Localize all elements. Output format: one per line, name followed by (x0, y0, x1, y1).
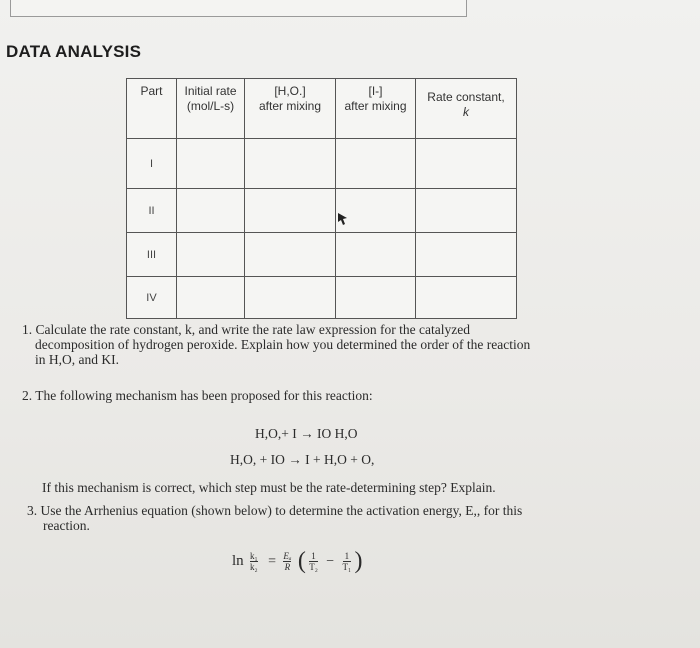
data-table-wrapper (126, 78, 517, 319)
page-title: DATA ANALYSIS (6, 42, 142, 61)
question-3-line-1: 3. Use the Arrhenius equation (shown below) to determine the activation energy, E,, for this (27, 503, 523, 518)
table-cell (245, 189, 336, 233)
table-cell (336, 233, 416, 277)
table-row (127, 233, 517, 277)
table-cell (245, 139, 336, 189)
table-cell (245, 277, 336, 319)
header-h2o2: [H,O.] after mixing (245, 79, 336, 139)
mechanism-step-2: H,O, + IO → I + H,O + O, (230, 452, 375, 467)
row-label: II (127, 189, 177, 233)
eq-equals: = (268, 553, 276, 569)
table-cell (177, 233, 245, 277)
top-box (10, 0, 467, 17)
table-cell (416, 233, 517, 277)
eq-minus: − (326, 553, 335, 569)
table-cell (416, 139, 517, 189)
question-3-line-2: reaction. (43, 518, 90, 533)
eq-paren-open: ( (297, 548, 306, 574)
table-cell (177, 189, 245, 233)
data-table (126, 78, 517, 319)
eq-paren-close: ) (354, 548, 363, 574)
eq-one-over-t1: $\frac{1}{\text{T₁}}$ (342, 551, 352, 572)
header-rate-constant: Rate constant, k (416, 79, 517, 139)
row-label: I (127, 139, 177, 189)
table-row (127, 139, 517, 189)
mechanism-step-1: H,O,+ I → IO H,O (255, 426, 358, 441)
question-2-line-1: 2. The following mechanism has been proposed for this reaction: (22, 388, 373, 403)
question-1-line-2: decomposition of hydrogen peroxide. Explain how you determined the order of the reaction (35, 337, 531, 352)
table-cell (416, 277, 517, 319)
table-cell (336, 277, 416, 319)
eq-one-over-t2: $\frac{1}{\text{T₂}}$ (309, 551, 318, 572)
row-label: III (127, 233, 177, 277)
mouse-cursor-icon (337, 212, 349, 226)
header-initial-rate: Initial rate (mol/L-s) (177, 79, 245, 139)
header-iodide: [I-] after mixing (336, 79, 416, 139)
eq-ea-over-r: $\frac{\text{Eₐ}}{R}$ (283, 551, 292, 572)
arrhenius-equation (232, 548, 363, 575)
table-row (127, 189, 517, 233)
eq-ln: ln (232, 553, 244, 569)
question-1-line-3: in H,O, and KI. (35, 352, 119, 367)
table-header-row (127, 79, 517, 139)
table-cell (245, 233, 336, 277)
table-cell (177, 139, 245, 189)
row-label: IV (127, 277, 177, 319)
header-part: Part (127, 79, 177, 139)
table-row (127, 277, 517, 319)
question-2-line-2: If this mechanism is correct, which step must be the rate-determining step? Explain. (42, 480, 496, 495)
table-cell (416, 189, 517, 233)
table-cell (336, 139, 416, 189)
question-1-line-1: 1. Calculate the rate constant, k, and write the rate law expression for the catalyzed (22, 322, 470, 337)
eq-k-ratio: $\frac{\text{k₁}}{\text{k₂}}$ (250, 551, 258, 572)
table-cell (177, 277, 245, 319)
